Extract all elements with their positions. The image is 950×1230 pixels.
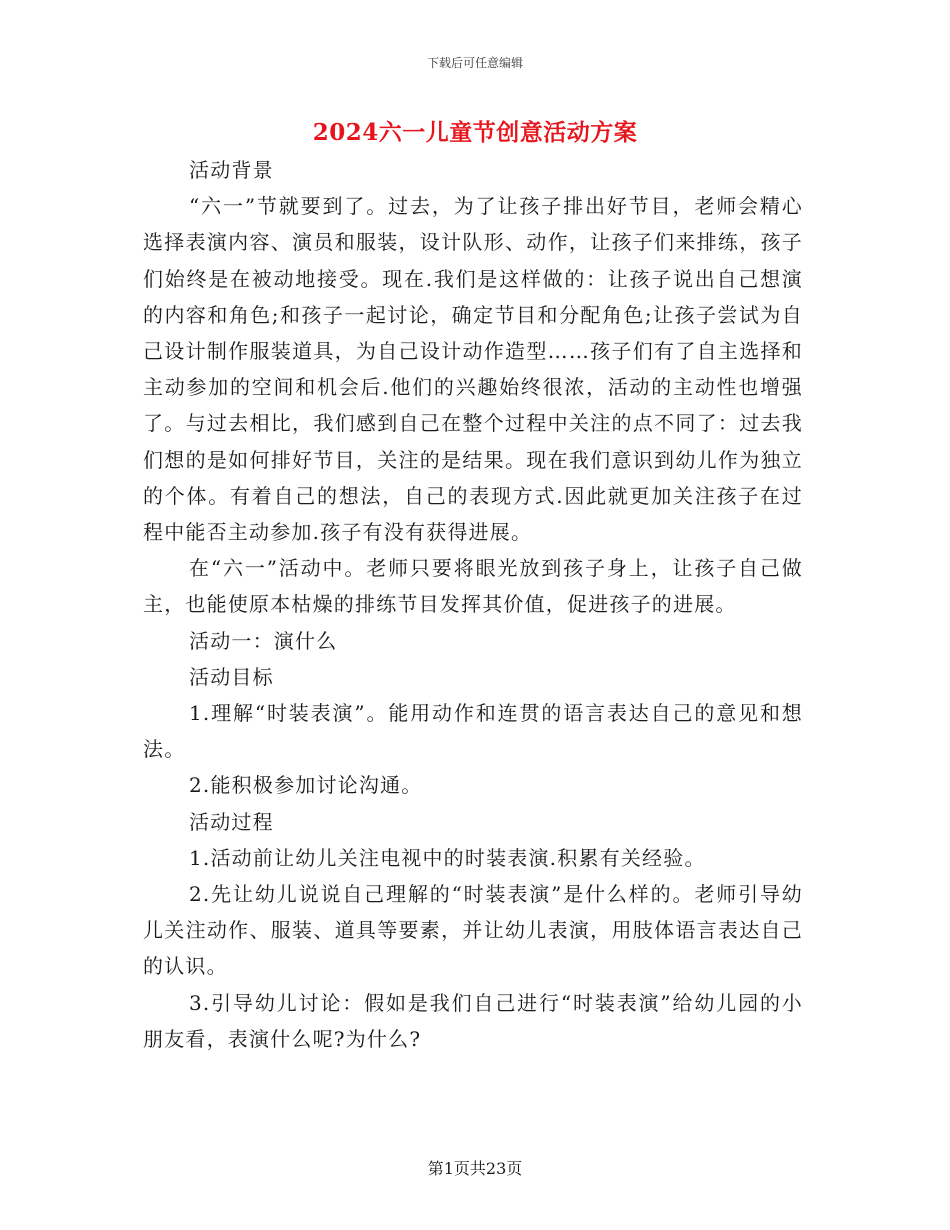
page-footer: 第1页共23页 [427, 1159, 523, 1178]
document-title: 2024六一儿童节创意活动方案 [312, 119, 638, 146]
section-heading-background: 活动背景 [189, 158, 274, 182]
document-body [143, 152, 803, 1057]
goal-item-1: 1.理解“时装表演”。能用动作和连贯的语言表达自己的意见和想法。 [143, 701, 803, 762]
goal-item-2: 2.能积极参加讨论沟通。 [189, 773, 423, 798]
section-heading-activity-one: 活动一：演什么 [189, 628, 338, 653]
paragraph-summary: 在“六一”活动中。老师只要将眼光放到孩子身上，让孩子自己做主，也能使原本枯燥的排练节目发挥其价值，促进孩子的进展。 [143, 556, 803, 617]
section-heading-process: 活动过程 [189, 809, 274, 834]
header-note: 下载后可任意编辑 [426, 56, 523, 70]
paragraph-background: “六一”节就要到了。过去，为了让孩子排出好节目，老师会精心选择表演内容、演员和服装，设计队形、动作，让孩子们来排练，孩子们始终是在被动地接受。现在.我们是这样做的：让孩子说出自己想演的内容和角色;和孩子一起讨论，确定节目和分配角色;让孩子尝试为自己设计制作服装道具，为自己设计动作造型……孩子们有了自主选择和主动参加的空间和机会后.他们的兴趣始终很浓，活动的主动性也增强了。与过去相比，我们感到自己在整个过程中关注的点不同了：过去我们想的是如何排好节目，关注的是结果。现在我们意识到幼儿作为独立的个体。有着自己的想法，自己的表现方式.因此就更加关注孩子在过程中能否主动参加.孩子有没有获得进展。 [143, 194, 803, 545]
section-heading-goals: 活动目标 [189, 664, 274, 689]
process-item-3: 3.引导幼儿讨论：假如是我们自己进行“时装表演”给幼儿园的小朋友看，表演什么呢?为什么? [143, 990, 803, 1051]
process-item-1: 1.活动前让幼儿关注电视中的时装表演.积累有关经验。 [189, 845, 706, 870]
process-item-2: 2.先让幼儿说说自己理解的“时装表演”是什么样的。老师引导幼儿关注动作、服装、道具等要素，并让幼儿表演，用肢体语言表达自己的认识。 [143, 882, 803, 979]
